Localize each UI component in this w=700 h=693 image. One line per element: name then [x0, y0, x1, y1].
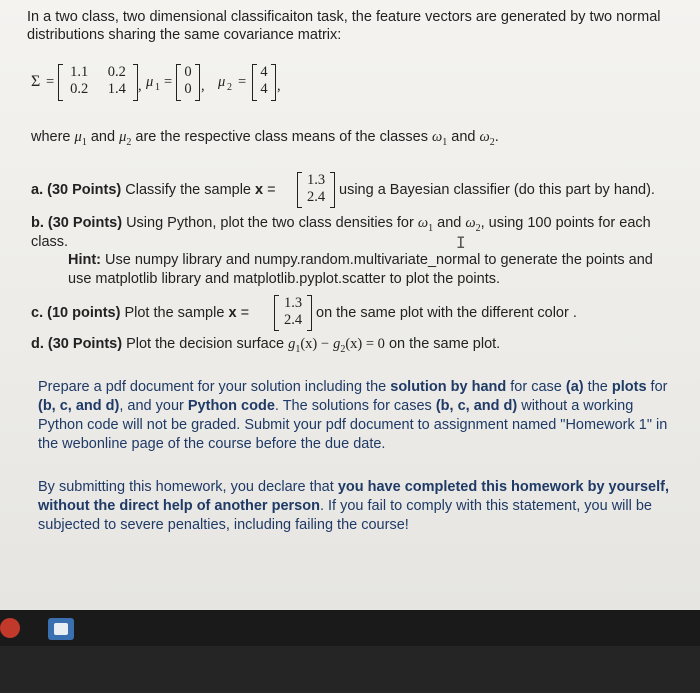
part-b-omega-2-sub: 2 — [475, 222, 481, 234]
where-end: . — [494, 129, 499, 145]
where-mu-1: μ — [74, 129, 82, 145]
sigma-cell-12: 0.2 — [107, 64, 126, 80]
instr-l3: Python code will not be graded. Submit your pdf document to assignment named "Homework 1" in — [38, 417, 668, 433]
part-a-text1: Classify the sample — [125, 182, 251, 198]
intro-line-1: In a two class, two dimensional classificaiton task, the feature vectors are generated by two normal — [27, 9, 661, 25]
comma-1: , — [138, 78, 142, 94]
screen-bezel — [0, 646, 700, 693]
app-icon-red[interactable] — [0, 618, 20, 638]
part-b-omega-2: ω — [465, 215, 476, 231]
where-omega-2-sub: 2 — [489, 136, 495, 148]
part-d-label: d. (30 Points) — [31, 336, 123, 352]
mu1-symbol: μ — [146, 74, 154, 90]
part-a-vector — [297, 172, 335, 208]
part-d-g2-sub: 2 — [340, 343, 346, 355]
app-icon-blue[interactable] — [48, 618, 74, 640]
mu2-subscript: 2 — [227, 82, 232, 93]
part-c-vec-0: 1.3 — [283, 295, 303, 311]
instr-l2a: (b, c, and d) — [38, 398, 120, 414]
where-and-2: and — [451, 129, 476, 145]
part-d-g1-sub: 1 — [295, 343, 301, 355]
where-mu-2-sub: 2 — [126, 136, 132, 148]
part-c-text2: on the same plot with the different color . — [316, 305, 577, 321]
instr-l2e: (b, c, and d) — [435, 398, 518, 414]
part-d — [31, 335, 500, 359]
part-d-x1: (x) − — [300, 336, 330, 352]
decl-l2b: . If you fail to comply with this statement, you will be — [319, 498, 652, 514]
sigma-cell-22: 1.4 — [107, 81, 126, 97]
decl-l3: subjected to severe penalties, including failing the course! — [38, 517, 409, 533]
part-c-text1: Plot the sample — [124, 305, 225, 321]
instr-l4: the webonline page of the course before the due date. — [38, 436, 386, 452]
hint-label: Hint: — [68, 252, 102, 268]
part-c-label: c. (10 points) — [31, 305, 121, 321]
mu1-vec-1: 0 — [184, 81, 192, 97]
part-a-x: x — [255, 182, 264, 198]
part-d-text1: Plot the decision surface — [126, 336, 285, 352]
mu1-vector — [176, 64, 200, 101]
instr-l2d: . The solutions for cases — [274, 398, 432, 414]
instr-l1a: Prepare a pdf document for your solution including the — [38, 379, 387, 395]
mu1-equals: = — [164, 74, 173, 90]
mu2-equals: = — [238, 74, 247, 90]
part-d-text2: on the same plot. — [388, 336, 501, 352]
hint-line-2: use matplotlib library and matplotlib.pyplot.scatter to plot the points. — [68, 271, 501, 287]
decl-l1a: By submitting this homework, you declare that — [38, 479, 334, 495]
part-d-g2: g — [333, 336, 341, 352]
instr-l2c: Python code — [187, 398, 275, 414]
part-d-x2: (x) = 0 — [345, 336, 385, 352]
hint-line-1: Use numpy library and numpy.random.multivariate_normal to generate the points and — [105, 252, 653, 268]
part-c-eq: = — [240, 305, 250, 321]
where-text: where — [31, 129, 71, 145]
mu1-subscript: 1 — [155, 82, 160, 93]
text-cursor-icon: I — [456, 233, 466, 252]
where-line — [31, 128, 499, 152]
where-mu-2: μ — [119, 129, 127, 145]
part-d-g1: g — [288, 336, 296, 352]
app-icon-blue-glyph — [54, 623, 68, 635]
covariance-matrix — [58, 64, 138, 101]
part-c-x: x — [228, 305, 237, 321]
part-b-omega-1: ω — [417, 215, 429, 231]
taskbar — [0, 610, 700, 646]
instr-l1c: for case — [510, 379, 562, 395]
mu2-vec-0: 4 — [260, 64, 268, 80]
sigma-symbol: Σ — [31, 73, 41, 90]
where-desc: are the respective class means of the classes — [135, 129, 428, 145]
sigma-equals: = — [46, 74, 55, 90]
mu2-vector — [252, 64, 276, 101]
where-omega-1-sub: 1 — [442, 136, 448, 148]
part-a-eq: = — [267, 182, 276, 198]
part-b-omega-1-sub: 1 — [428, 222, 434, 234]
part-b-and: and — [437, 215, 462, 231]
where-mu-1-sub: 1 — [81, 136, 87, 148]
instr-l1e: the — [587, 379, 608, 395]
instr-l1f: plots — [611, 379, 647, 395]
intro-line-2: distributions sharing the same covariance matrix: — [27, 27, 342, 43]
part-b-label: b. (30 Points) — [31, 215, 123, 231]
part-a-text2: using a Bayesian classifier (do this part by hand). — [339, 182, 655, 198]
instr-l1d: (a) — [565, 379, 584, 395]
sigma-cell-11: 1.1 — [70, 64, 89, 80]
where-and-1: and — [90, 129, 116, 145]
instr-l2b: , and your — [119, 398, 184, 414]
part-b-text1: Using Python, plot the two class densities for — [126, 215, 414, 231]
mu2-symbol: μ — [218, 74, 226, 90]
sigma-cell-21: 0.2 — [70, 81, 89, 97]
instr-l2f: without a working — [521, 398, 634, 414]
where-omega-2: ω — [479, 129, 490, 145]
where-omega-1: ω — [431, 129, 443, 145]
part-a-label: a. (30 Points) — [31, 182, 122, 198]
comma-3: , — [277, 78, 281, 94]
part-a-vec-1: 2.4 — [306, 189, 326, 205]
part-c-vec-1: 2.4 — [283, 312, 303, 328]
part-b-line2: class. — [31, 234, 69, 250]
instr-l1g: for — [650, 379, 668, 395]
part-b-text2: , using 100 points for each — [480, 215, 651, 231]
decl-l2a: without the direct help of another person — [38, 498, 320, 514]
comma-2: , — [201, 78, 205, 94]
part-a-vec-0: 1.3 — [306, 172, 326, 188]
mu2-vec-1: 4 — [260, 81, 268, 97]
mu1-vec-0: 0 — [184, 64, 192, 80]
part-c-vector — [274, 295, 312, 331]
instr-l1b: solution by hand — [390, 379, 507, 395]
decl-l1b: you have completed this homework by yourself, — [337, 479, 669, 495]
